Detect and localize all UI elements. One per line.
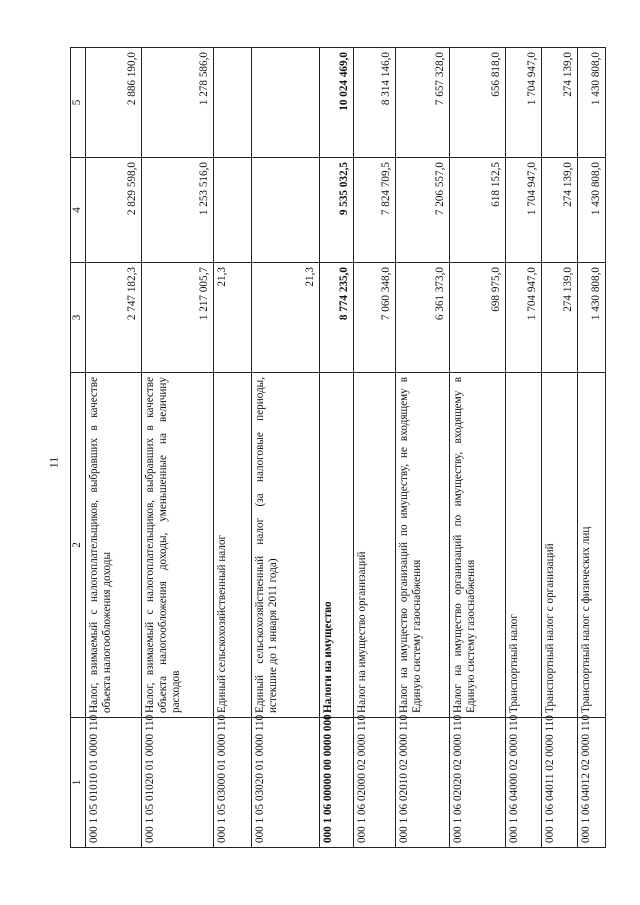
item-name-cell: Налог на имущество организаций <box>354 373 396 718</box>
value-col4-cell <box>214 158 252 263</box>
value-col4-cell: 618 152,5 <box>450 158 506 263</box>
value-col5-cell: 1 704 947,0 <box>506 48 542 158</box>
value-col5-cell: 1 430 808,0 <box>578 48 606 158</box>
item-name-cell: Налог на имущество организаций по имуществу, входящему в Единую систему газоснабжения <box>450 373 506 718</box>
column-header-1: 1 <box>71 718 86 848</box>
value-col5-cell: 10 024 469,0 <box>320 48 354 158</box>
item-name-cell: Налог, взимаемый с налогоплательщиков, выбравших в качестве объекта налогообложения доходы, уменьшенные на величину расходов <box>142 373 214 718</box>
table-row <box>578 48 606 848</box>
column-number-row <box>71 48 86 848</box>
column-header-5: 5 <box>71 48 86 158</box>
budget-table-sheet <box>70 48 600 848</box>
value-col4-cell: 9 535 032,5 <box>320 158 354 263</box>
item-name-cell: Единый сельскохозяйственный налог (за налоговые периоды, истекшие до 1 января 2011 года) <box>252 373 320 718</box>
value-col4-cell <box>252 158 320 263</box>
value-col5-cell <box>252 48 320 158</box>
table-row <box>450 48 506 848</box>
value-col3-cell: 1 430 808,0 <box>578 263 606 373</box>
budget-code-cell: 000 1 06 04000 02 0000 110 <box>506 718 542 848</box>
budget-code-cell: 000 1 06 04012 02 0000 110 <box>578 718 606 848</box>
table-row <box>142 48 214 848</box>
table-row <box>320 48 354 848</box>
value-col3-cell: 274 139,0 <box>542 263 578 373</box>
budget-code-cell: 000 1 06 00000 00 0000 000 <box>320 718 354 848</box>
budget-code-cell: 000 1 06 02020 02 0000 110 <box>450 718 506 848</box>
value-col3-cell: 2 747 182,3 <box>86 263 142 373</box>
value-col4-cell: 1 704 947,0 <box>506 158 542 263</box>
value-col5-cell <box>214 48 252 158</box>
item-name-cell: Единый сельскохозяйственный налог <box>214 373 252 718</box>
value-col5-cell: 7 657 328,0 <box>396 48 450 158</box>
item-name-cell: Налоги на имущество <box>320 373 354 718</box>
table-body <box>86 48 606 848</box>
table-row <box>542 48 578 848</box>
value-col3-cell: 698 975,0 <box>450 263 506 373</box>
item-name-cell: Налог на имущество организаций по имуществу, не входящему в Единую систему газоснабжения <box>396 373 450 718</box>
value-col4-cell: 274 139,0 <box>542 158 578 263</box>
table-row <box>214 48 252 848</box>
value-col3-cell: 6 361 373,0 <box>396 263 450 373</box>
value-col4-cell: 2 829 598,0 <box>86 158 142 263</box>
value-col5-cell: 8 314 146,0 <box>354 48 396 158</box>
value-col4-cell: 1 253 516,0 <box>142 158 214 263</box>
budget-code-cell: 000 1 05 01020 01 0000 110 <box>142 718 214 848</box>
value-col3-cell: 21,3 <box>252 263 320 373</box>
budget-revenue-table <box>70 47 606 848</box>
item-name-cell: Транспортный налог с организаций <box>542 373 578 718</box>
value-col5-cell: 1 278 586,0 <box>142 48 214 158</box>
budget-code-cell: 000 1 05 03000 01 0000 110 <box>214 718 252 848</box>
column-header-2: 2 <box>71 373 86 718</box>
value-col4-cell: 1 430 808,0 <box>578 158 606 263</box>
value-col3-cell: 8 774 235,0 <box>320 263 354 373</box>
budget-code-cell: 000 1 05 03020 01 0000 110 <box>252 718 320 848</box>
budget-code-cell: 000 1 06 02010 02 0000 110 <box>396 718 450 848</box>
budget-code-cell: 000 1 05 01010 01 0000 110 <box>86 718 142 848</box>
value-col3-cell: 21,3 <box>214 263 252 373</box>
budget-code-cell: 000 1 06 04011 02 0000 110 <box>542 718 578 848</box>
table-row <box>506 48 542 848</box>
page-number: 11 <box>46 456 61 469</box>
value-col3-cell: 1 704 947,0 <box>506 263 542 373</box>
budget-code-cell: 000 1 06 02000 02 0000 110 <box>354 718 396 848</box>
value-col4-cell: 7 824 709,5 <box>354 158 396 263</box>
value-col3-cell: 7 060 348,0 <box>354 263 396 373</box>
value-col4-cell: 7 206 557,0 <box>396 158 450 263</box>
column-header-3: 3 <box>71 263 86 373</box>
table-row <box>354 48 396 848</box>
table-row <box>86 48 142 848</box>
value-col5-cell: 2 886 190,0 <box>86 48 142 158</box>
item-name-cell: Налог, взимаемый с налогоплательщиков, выбравших в качестве объекта налогообложения доходы <box>86 373 142 718</box>
column-header-4: 4 <box>71 158 86 263</box>
table-row <box>396 48 450 848</box>
value-col3-cell: 1 217 005,7 <box>142 263 214 373</box>
table-row <box>252 48 320 848</box>
value-col5-cell: 656 818,0 <box>450 48 506 158</box>
item-name-cell: Транспортный налог с физических лиц <box>578 373 606 718</box>
item-name-cell: Транспортный налог <box>506 373 542 718</box>
value-col5-cell: 274 139,0 <box>542 48 578 158</box>
